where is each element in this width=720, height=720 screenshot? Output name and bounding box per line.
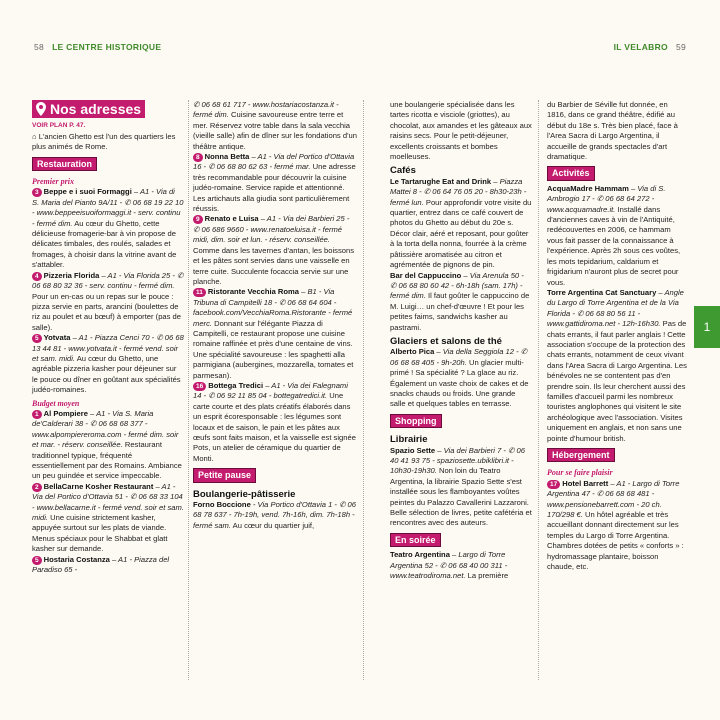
- right-page-number: 59: [675, 42, 686, 52]
- listing: [390, 550, 532, 581]
- listing-name: Hotel Barrett: [562, 478, 609, 488]
- listing-info: – A1 - Largo di Torre Argentina 47 - ✆ 06 68 68 481 - www.pensionebarrett.com - 20 ch. 170/298 €.: [547, 478, 680, 520]
- listing-continued: du Barbier de Séville fut donnée, en 1816, dans ce grand théâtre, édifié au début du 18e s. Très bien placé, face à l'Area Sacra di Largo Argentina, il accueille de grands spectacles d'art dramatique.: [547, 100, 678, 162]
- listing-info: – A1 - Via dei Falegnami 14 - ✆ 06 92 11 85 04 - bottegatredici.it.: [193, 380, 348, 401]
- map-badge: 17: [547, 480, 560, 489]
- subcategory-heading: Cafés: [390, 165, 416, 177]
- listing: [32, 271, 184, 333]
- map-badge: 11: [193, 288, 206, 297]
- listing-info: – A1 - Via del Portico d'Ottavia 51 - ✆ 06 68 33 104 - www.bellacarne.it - fermé vend. soir et sam. midi.: [32, 481, 184, 523]
- listing-description: Donnant sur l'élégante Piazza di Campitelli, ce restaurant propose une cuisine romaine raffinée et près d'une centaine de vins. Une spécialité savoureuse : les spaghetti alla parmigiana (aubergines, mozzarella, tomates et parmesan).: [193, 318, 354, 380]
- listing-name: Alberto Pica: [390, 347, 435, 357]
- listing-description: Au cœur du Ghetto, cette délicieuse fromagerie-bar à vin propose de délicates timbales, des roulés, salades et fromages, à choisir dans la vitrine avant de s'attabler.: [32, 218, 177, 270]
- listing-description: Une carte courte et des plats créatifs élaborés dans un esprit écoresponsable : les légumes sont locaux et de saison, le pain et les pâtes aux œufs sont faits maison, et la vaisselle est signée Pots, un atelier de céramique du quartier de Monti.: [193, 391, 356, 463]
- listing-name: Renato e Luisa: [204, 214, 259, 224]
- subcategory-heading: Librairie: [390, 434, 428, 446]
- map-badge: 16: [193, 382, 206, 391]
- listing-info: – Via di S. Ambrogio 17 - ✆ 06 68 64 272 - www.acquamadre.it.: [547, 183, 666, 214]
- listing: [32, 187, 184, 270]
- column-divider: [363, 100, 364, 680]
- column-2: [193, 100, 357, 531]
- listing-info: – Via della Seggiola 12 - ✆ 06 68 68 405 - 9h-20h.: [390, 347, 528, 367]
- listing-info: – Largo di Torre Argentina 52 - ✆ 06 68 40 00 311 - www.teatrodiroma.net.: [390, 550, 508, 581]
- listing-name: BellaCarne Kosher Restaurant: [43, 481, 154, 491]
- category-petite-pause: Petite pause: [193, 468, 256, 482]
- listing-description: Pas de chats errants, il faut parler anglais ! Cette association s'occupe de la protection des chats errants, notamment de ceux vivant dans l'Area Sacra di Largo Argentina. Les bénévoles ne se contentent pas d'en prendre soin. Ils leur cherchent aussi des familles d'accueil parmi les nombreux touristes anglophones qui visitent le site archéologique avec l'association. Visites uniquement en anglais, et non sans une pointe d'humour british.: [547, 319, 687, 443]
- listing: [32, 333, 184, 395]
- listing-name: Al Pompiere: [43, 408, 88, 418]
- category-activites: Activités: [547, 166, 595, 180]
- listing-info: – Via Arenula 50 - ✆ 06 68 80 60 42 - 6h-18h (sam. 17h) - fermé dim.: [390, 270, 524, 301]
- price-category: Premier prix: [32, 177, 74, 187]
- listing: [32, 555, 184, 576]
- listing-name: Le Tartarughe Eat and Drink: [390, 176, 492, 186]
- listing-info: – A1 - Via Florida 25 - ✆ 06 68 80 32 36 - serv. continu - fermé dim.: [32, 270, 184, 291]
- price-category: Pour se faire plaisir: [547, 468, 613, 478]
- listing: [32, 409, 184, 482]
- listing-description: Non loin du Teatro Argentina, la librairie Spazio Sette s'est installée sous les flamboyantes voûtes peintes du Palazzo Cavallerini Lazzaroni. Belle sélection de livres, petite cafétéria et rencontres avec des auteurs.: [390, 466, 532, 528]
- left-page-header: [34, 42, 161, 52]
- listing-info: – B1 - Via Tribuna di Campitelli 18 - ✆ 06 68 64 604 - facebook.com/VecchiaRoma.Ristorante - fermé merc.: [193, 287, 353, 328]
- listing-name: AcquaMadre Hammam: [547, 183, 629, 193]
- map-badge: 5: [32, 334, 42, 343]
- chapter-tab[interactable]: 1: [694, 306, 720, 348]
- listing-description: Installé dans d'anciennes caves à vin de l'Antiquité, redécouvertes en 2006, ce hammam vous fait passer de la connaissance à l'expérience. Après 2h sous ces voûtes, les mots tepidarium, caldarium et frigidarium n'auront plus de secret pour vous.: [547, 204, 681, 287]
- listing-name: Bottega Tredici: [208, 380, 264, 390]
- listing-info: – A1 - Via dei Barbieri 25 - ✆ 06 686 9660 - www.renatoeluisa.it - fermé midi, dim. soir et lun. - réserv. conseillée.: [193, 214, 350, 245]
- listing-description: Une adresse très recommandable pour découvrir la cuisine judéo-romaine. Service rapide et attentionné. Les artichauts alla giudia sont particulièrement réussis.: [193, 162, 356, 214]
- right-running-title: IL VELABRO: [613, 42, 668, 52]
- listing: [547, 184, 687, 288]
- listing-info: – A1 - Piazza del Paradiso 65 -: [32, 554, 170, 575]
- listing-info: – A1 - Via S. Maria de'Calderari 38 - ✆ 06 68 68 377 - www.alpompiereroma.com - fermé dim. soir et mar. - réserv. conseillée.: [32, 408, 179, 450]
- listing-description: La première: [465, 571, 509, 581]
- listing-description: Un hôtel agréable et très accueillant donnant directement sur les temples du Largo di Torre Argentina. Chambres dotées de petits « conforts » : hydromassage plantaire, boisson chaude, etc.: [547, 510, 684, 572]
- ghetto-icon: ⌂: [32, 131, 37, 141]
- listing: [390, 271, 532, 333]
- column-3: [390, 100, 532, 581]
- listing: [193, 500, 357, 531]
- left-page-number: 58: [34, 42, 45, 52]
- listing: [193, 152, 357, 214]
- listing: [32, 482, 184, 555]
- category-restauration: Restauration: [32, 157, 97, 171]
- listing-name: Torre Argentina Cat Sanctuary: [547, 287, 657, 297]
- listing: [193, 214, 357, 287]
- column-1: [32, 100, 184, 575]
- column-4: [547, 100, 687, 572]
- listing: [390, 347, 532, 409]
- listing-description: Cuisine savoureuse entre terre et mer. Réservez votre table dans la sala vecchia (vieille salle) afin de dîner sur les fondations d'un théâtre antique.: [193, 110, 357, 151]
- listing-description: Au cœur du quartier juif,: [230, 520, 315, 530]
- listing-info: ✆ 06 68 61 717 - www.hostariacostanza.it - fermé dim.: [193, 100, 339, 120]
- title-text: Nos adresses: [50, 100, 142, 117]
- listing: [193, 100, 357, 152]
- price-category: Budget moyen: [32, 398, 80, 408]
- listing-name: Bar del Cappuccino: [390, 270, 462, 280]
- map-badge: 1: [32, 410, 42, 419]
- listing-name: Spazio Sette: [390, 445, 436, 455]
- intro-text: L'ancien Ghetto est l'un des quartiers les plus animés de Rome.: [32, 131, 176, 152]
- listing-continued: une boulangerie spécialisée dans les tartes ricotta e visciole (griottes), au chocolat, aux amandes et les gâteaux aux raisins secs. Pour le petit-déjeuner, excellents croissants et bombes moelleuses.: [390, 100, 532, 162]
- map-badge: 8: [193, 153, 203, 162]
- listing-info: – Via dei Barbieri 7 - ✆ 06 40 41 93 75 - spaziosette.ubiklibri.it - 10h30-19h30.: [390, 445, 525, 476]
- listing: [193, 381, 357, 464]
- map-badge: 9: [193, 215, 203, 224]
- listing-info: – A1 - Via di S. Maria del Pianto 9A/11 - ✆ 06 68 19 22 10 - www.beppeeisuoiformaggi.it - serv. continu - fermé dim.: [32, 187, 184, 228]
- category-hebergement: Hébergement: [547, 448, 615, 462]
- listing-description: Pour un en-cas ou un repas sur le pouce : pizza servie en parts, arancini (boulettes de riz au poulet et au bœuf) à emporter (pas de salle).: [32, 291, 181, 332]
- listing-description: Il faut goûter le cappuccino de M. Luigi… un chef-d'œuvre ! Et pour les petites faims, sandwichs kasher au pastrami.: [390, 291, 530, 332]
- listing: [547, 288, 687, 444]
- listing-info: – Angle du Largo di Torre Argentina et de la Via Florida - ✆ 06 68 80 56 11 - www.gattidiroma.net - 12h-16h30.: [547, 287, 684, 329]
- listing: [390, 177, 532, 271]
- map-reference: VOIR PLAN P. 47.: [32, 122, 86, 130]
- map-badge: 2: [32, 483, 42, 492]
- listing: [547, 479, 687, 573]
- listing-description: Comme dans les tavernes d'antan, les boissons et les pâtes sont servies dans une vaisselle en terre cuite. Succulente focaccia servie sur une planche.: [193, 245, 355, 286]
- listing-description: Au cœur du Ghetto, une agréable pizzeria kasher pour déjeuner sur le pouce ou dîner en goûtant aux spécialités judéo-romaines.: [32, 353, 181, 395]
- listing-name: Teatro Argentina: [390, 550, 450, 560]
- listing-description: Un glacier multi-primé ! Sa spécialité ? La glace au riz. Également un vaste choix de cakes et de snacks chauds ou froids. Une grande salle et quelques tables en terrasse.: [390, 357, 529, 409]
- listing: [390, 446, 532, 529]
- listing-name: Beppe e i suoi Formaggi: [43, 187, 132, 197]
- map-pin-icon: [36, 102, 46, 116]
- column-divider: [188, 100, 189, 680]
- map-badge: 4: [32, 272, 42, 281]
- listing-description: Une cuisine strictement kasher, appuyée surtout sur les plats de viande. Menus spéciaux pour le Shabbat et glatt kasher sur demande.: [32, 513, 168, 554]
- subcategory-heading: Boulangerie-pâtisserie: [193, 488, 296, 500]
- listing-info: - Via Portico d'Ottavia 1 - ✆ 06 68 78 637 - 7h-19h, vend. 7h-16h, dim. 7h-18h - fermé sam.: [193, 500, 356, 530]
- section-title: [32, 100, 145, 118]
- listing-info: – A1 - Via del Portico d'Ottavia 16 - ✆ 06 68 80 62 63 - fermé mar.: [193, 152, 355, 172]
- subcategory-heading: Glaciers et salons de thé: [390, 335, 502, 347]
- listing-name: Forno Boccione: [193, 500, 251, 510]
- listing-description: Pour approfondir votre visite du quartier, entrez dans ce café couvert de photos du Ghetto au début du 20e s. Décor clair, aéré et reposant, pour goûter à la torta della nonna, fourrée à la crème pâtissière aromatisée au citron et agrémentée de pignons de pin.: [390, 197, 532, 270]
- column-divider: [538, 100, 539, 680]
- listing-name: Yotvata: [43, 333, 71, 343]
- map-badge: 3: [32, 188, 42, 197]
- category-en-soiree: En soirée: [390, 533, 441, 547]
- listing-name: Pizzeria Florida: [43, 270, 100, 280]
- listing-description: Restaurant traditionnel typique, fréquenté essentiellement par des Romains. Ambiance un peu guindée et service impeccable.: [32, 440, 182, 481]
- listing-name: Hostaria Costanza: [43, 554, 110, 564]
- right-page-header: [614, 42, 686, 52]
- listing-info: – Piazza Mattei 8 - ✆ 06 64 76 05 20 - 8h30-23h - fermé lun.: [390, 176, 527, 207]
- listing-name: Nonna Betta: [204, 152, 250, 162]
- listing-name: Ristorante Vecchia Roma: [207, 287, 300, 297]
- category-shopping: Shopping: [390, 414, 442, 428]
- listing: [193, 287, 357, 381]
- left-running-title: LE CENTRE HISTORIQUE: [52, 42, 162, 52]
- map-badge: 5: [32, 556, 42, 565]
- listing-info: – A1 - Piazza Cenci 70 - ✆ 06 68 13 44 81 - www.yotvata.it - fermé vend. soir et sam. midi.: [32, 333, 184, 363]
